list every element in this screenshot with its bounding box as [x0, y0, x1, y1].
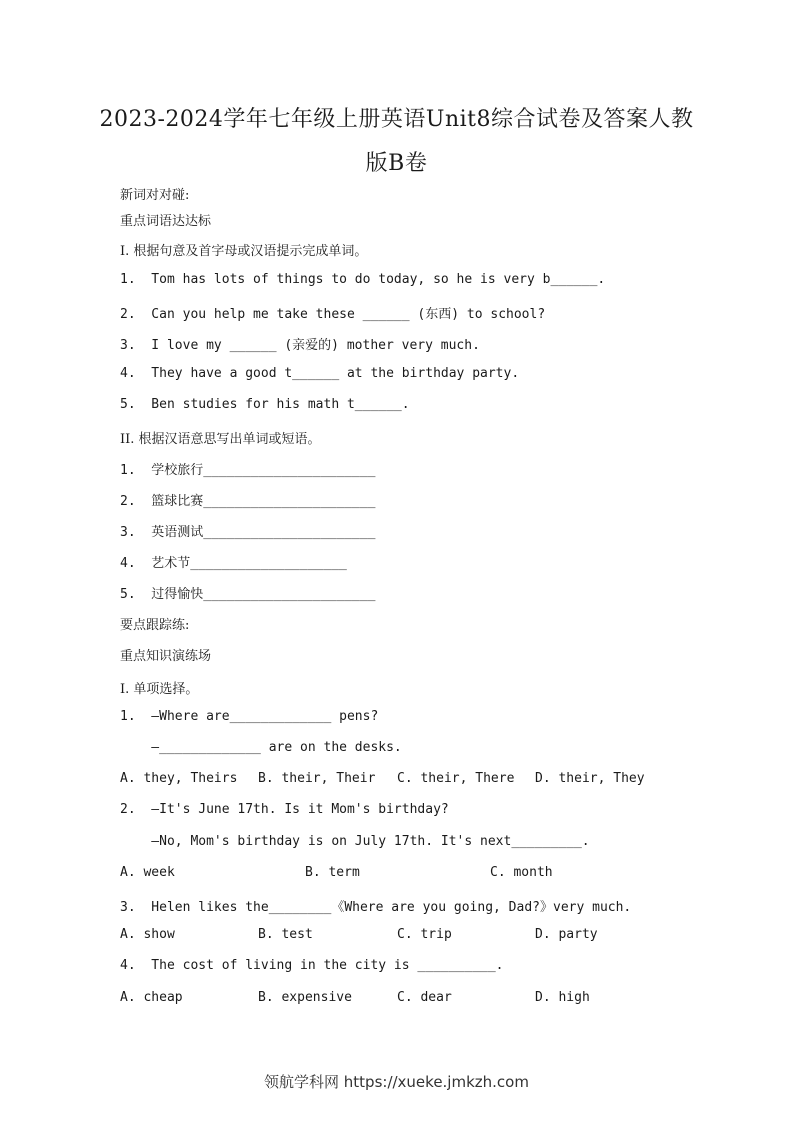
- question-1-3: 3. I love my ______ (亲爱的) mother very much.: [120, 338, 480, 353]
- choice-2-option-c: C. month: [490, 865, 553, 880]
- choice-3-option-c: C. trip: [397, 927, 452, 942]
- choice-question-4: 4. The cost of living in the city is __________.: [120, 958, 504, 973]
- choice-4-option-d: D. high: [535, 990, 590, 1005]
- choice-1-option-d: D. their, They: [535, 771, 645, 786]
- choice-1-option-a: A. they, Theirs: [120, 771, 238, 786]
- choice-question-2: 2. —It's June 17th. Is it Mom's birthday?: [120, 802, 449, 817]
- footer-watermark: 领航学科网 https://xueke.jmkzh.com: [264, 1073, 529, 1091]
- choice-3-option-a: A. show: [120, 927, 175, 942]
- section-new-words: 新词对对碰:: [120, 188, 190, 203]
- part-choice-instruction: I. 单项选择。: [120, 682, 199, 697]
- page-title-line-1: 2023-2024学年七年级上册英语Unit8综合试卷及答案人教: [99, 107, 694, 132]
- question-2-4: 4. 艺术节____________________: [120, 556, 347, 571]
- choice-1-option-b: B. their, Their: [258, 771, 376, 786]
- question-2-3: 3. 英语测试______________________: [120, 525, 376, 540]
- choice-4-option-c: C. dear: [397, 990, 452, 1005]
- section-key-words: 重点词语达达标: [120, 214, 212, 229]
- question-1-5: 5. Ben studies for his math t______.: [120, 397, 410, 412]
- question-1-2: 2. Can you help me take these ______ (东西) to school?: [120, 307, 546, 322]
- question-1-4: 4. They have a good t______ at the birthday party.: [120, 366, 520, 381]
- choice-2-option-b: B. term: [305, 865, 360, 880]
- choice-question-1-answer-line: —_____________ are on the desks.: [120, 740, 402, 755]
- section-practice: 要点跟踪练:: [120, 618, 190, 633]
- question-2-2: 2. 篮球比赛______________________: [120, 494, 376, 509]
- choice-question-3: 3. Helen likes the________《Where are you going, Dad?》very much.: [120, 900, 632, 915]
- question-2-1: 1. 学校旅行______________________: [120, 463, 376, 478]
- question-2-5: 5. 过得愉快______________________: [120, 587, 376, 602]
- question-1-1: 1. Tom has lots of things to do today, so he is very b______.: [120, 272, 606, 287]
- choice-4-option-b: B. expensive: [258, 990, 352, 1005]
- choice-2-option-a: A. week: [120, 865, 175, 880]
- choice-question-2-reply: —No, Mom's birthday is on July 17th. It's next_________.: [120, 834, 590, 849]
- part-1-instruction: I. 根据句意及首字母或汉语提示完成单词。: [120, 244, 368, 259]
- choice-4-option-a: A. cheap: [120, 990, 183, 1005]
- choice-3-option-d: D. party: [535, 927, 598, 942]
- section-key-knowledge: 重点知识演练场: [120, 649, 212, 664]
- choice-3-option-b: B. test: [258, 927, 313, 942]
- choice-question-1: 1. —Where are_____________ pens?: [120, 709, 379, 724]
- part-2-instruction: II. 根据汉语意思写出单词或短语。: [120, 432, 321, 447]
- page-title-line-2: 版B卷: [365, 151, 428, 176]
- choice-1-option-c: C. their, There: [397, 771, 515, 786]
